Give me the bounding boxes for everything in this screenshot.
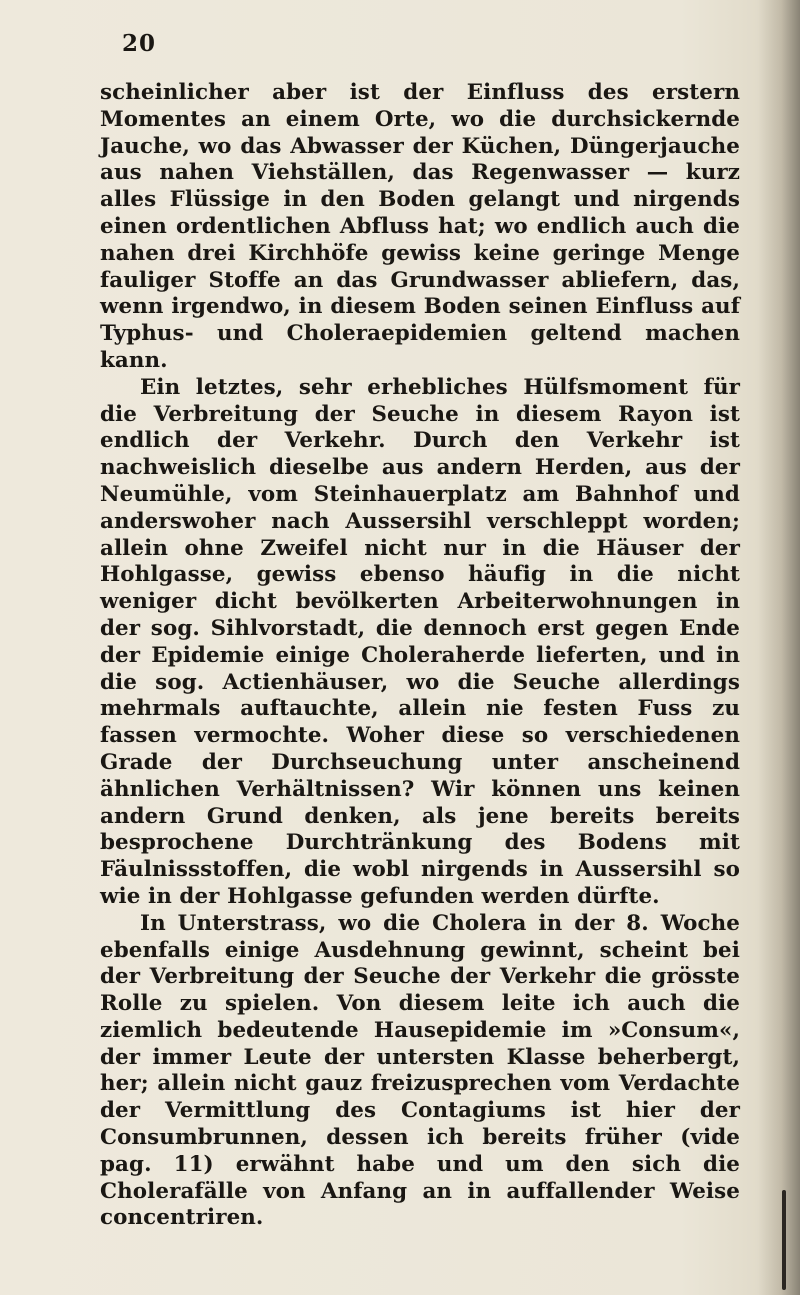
body-text (100, 80, 740, 1232)
binding-mark (782, 1190, 786, 1290)
page-edge-shadow (758, 0, 800, 1295)
page-number: 20 (122, 30, 157, 57)
paragraph-3: In Unterstrass, wo die Cholera in der 8. Woche ebenfalls einige Ausdehnung gewinnt, scheint bei der Verbreitung der Seuche der Verkehr die grösste Rolle zu spielen. Von diesem leite ich auch die ziemlich bedeutende Hausepidemie im »Consum«, der immer Leute der untersten Klasse beherbergt, her; allein nicht gauz freizusprechen vom Verdachte der Vermittlung des Contagiums ist hier der Consumbrunnen, dessen ich bereits früher (vide pag. 11) erwähnt habe und um den sich die Cholerafälle von Anfang an in auffallender Weise concentriren. (100, 910, 740, 1231)
paragraph-2: Ein letztes, sehr erhebliches Hülfsmoment für die Verbreitung der Seuche in diesem Rayon ist endlich der Verkehr. Durch den Verkehr ist nachweislich dieselbe aus andern Herden, aus der Neumühle, vom Steinhauerplatz am Bahnhof und anderswoher nach Aussersihl verschleppt worden; allein ohne Zweifel nicht nur in die Häuser der Hohlgasse, gewiss ebenso häufig in die nicht weniger dicht bevölkerten Arbeiterwohnungen in der sog. Sihlvorstadt, die dennoch erst gegen Ende der Epidemie einige Choleraherde lieferten, und in die sog. Actienhäuser, wo die Seuche allerdings mehrmals auftauchte, allein nie festen Fuss zu fassen vermochte. Woher diese so verschiedenen Grade der Durchseuchung unter anscheinend ähnlichen Verhältnissen? Wir können uns keinen andern Grund denken, als jene bereits bereits besprochene Durchtränkung des Bodens mit Fäulnissstoffen, die wobl nirgends in Aussersihl so wie in der Hohlgasse gefunden werden dürfte. (100, 374, 740, 909)
paragraph-1: scheinlicher aber ist der Einfluss des erstern Momentes an einem Orte, wo die durchsickernde Jauche, wo das Abwasser der Küchen, Düngerjauche aus nahen Viehställen, das Regenwasser — kurz alles Flüssige in den Boden gelangt und nirgends einen ordentlichen Abfluss hat; wo endlich auch die nahen drei Kirchhöfe gewiss keine geringe Menge fauliger Stoffe an das Grundwasser abliefern, das, wenn irgendwo, in diesem Boden seinen Einfluss auf Typhus- und Choleraepidemien geltend machen kann. (100, 80, 740, 373)
